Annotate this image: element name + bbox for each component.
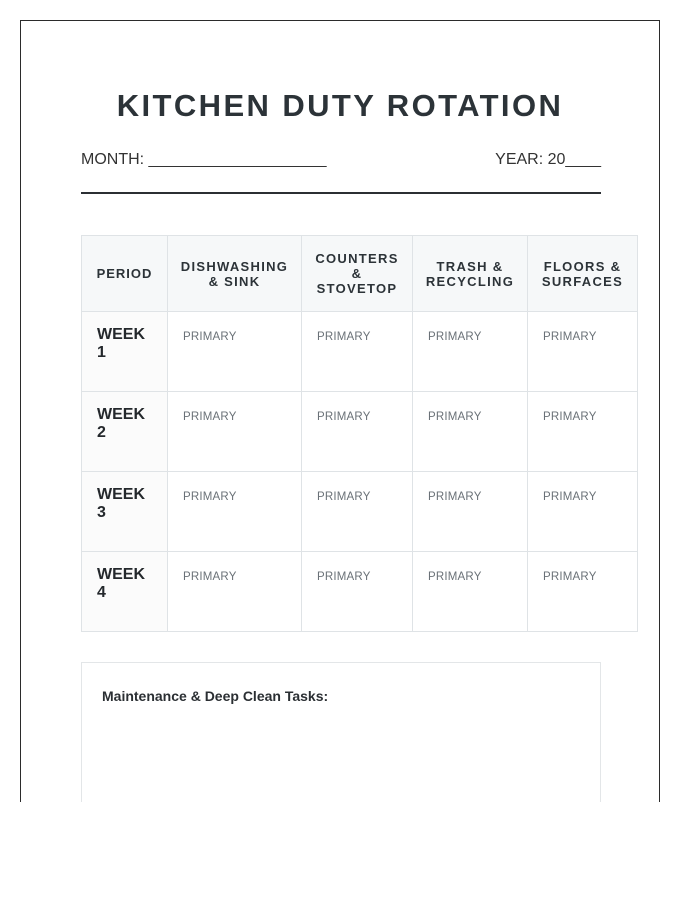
role-label: PRIMARY [543,571,597,583]
header-line: DISHWASHING [180,258,289,274]
table-row-week-1 [82,312,638,392]
column-header-period [82,236,168,312]
role-label: PRIMARY [317,331,371,343]
duty-cell-floors[interactable] [528,312,638,392]
header-line: COUNTERS [315,251,399,266]
header-line: STOVETOP [316,281,398,296]
duty-cell-dishwashing[interactable] [168,392,302,472]
duty-cell-counters[interactable] [302,552,413,632]
duty-cell-dishwashing[interactable] [168,552,302,632]
week-number: 1 [97,344,106,361]
column-header-dishwashing [168,236,302,312]
column-header-floors [528,236,638,312]
period-cell [82,312,168,392]
header-line: FLOORS & [543,258,622,274]
rotation-table [81,235,638,632]
week-label: WEEK [97,406,145,423]
week-label: WEEK [97,326,145,343]
week-number: 2 [97,424,106,441]
duty-cell-floors[interactable] [528,472,638,552]
duty-cell-dishwashing[interactable] [168,472,302,552]
week-number: 4 [97,584,106,601]
duty-cell-counters[interactable] [302,472,413,552]
role-label: PRIMARY [317,491,371,503]
duty-cell-trash[interactable] [413,472,528,552]
document-page [20,20,660,802]
meta-row [81,151,601,171]
duty-cell-counters[interactable] [302,312,413,392]
header-line: SURFACES [541,273,624,289]
period-cell [82,392,168,472]
duty-cell-floors[interactable] [528,392,638,472]
role-label: PRIMARY [543,331,597,343]
column-header-trash [413,236,528,312]
table-row-week-3 [82,472,638,552]
duty-cell-floors[interactable] [528,552,638,632]
month-field[interactable]: MONTH: ____________________ [81,151,327,168]
maintenance-notes-box[interactable] [81,662,601,802]
header-line: & SINK [208,273,261,289]
role-label: PRIMARY [183,571,237,583]
header-line: TRASH & [436,258,504,274]
week-number: 3 [97,504,106,521]
header-line: RECYCLING [425,273,515,289]
table-header-row [82,236,638,312]
role-label: PRIMARY [317,571,371,583]
table-row-week-2 [82,392,638,472]
role-label: PRIMARY [183,331,237,343]
role-label: PRIMARY [428,491,482,503]
role-label: PRIMARY [317,411,371,423]
notes-title: Maintenance & Deep Clean Tasks: [102,688,329,704]
week-label: WEEK [97,486,145,503]
header-line: & [351,266,363,281]
header-divider [81,192,601,194]
role-label: PRIMARY [543,411,597,423]
duty-cell-trash[interactable] [413,312,528,392]
year-field[interactable]: YEAR: 20____ [495,151,601,168]
week-label: WEEK [97,566,145,583]
role-label: PRIMARY [428,331,482,343]
header-line: PERIOD [96,266,153,281]
duty-cell-dishwashing[interactable] [168,312,302,392]
role-label: PRIMARY [183,411,237,423]
duty-cell-counters[interactable] [302,392,413,472]
period-cell [82,472,168,552]
role-label: PRIMARY [183,491,237,503]
page-title: KITCHEN DUTY ROTATION [116,88,564,123]
role-label: PRIMARY [428,411,482,423]
table-row-week-4 [82,552,638,632]
duty-cell-trash[interactable] [413,552,528,632]
column-header-counters [302,236,413,312]
duty-cell-trash[interactable] [413,392,528,472]
role-label: PRIMARY [428,571,482,583]
period-cell [82,552,168,632]
role-label: PRIMARY [543,491,597,503]
